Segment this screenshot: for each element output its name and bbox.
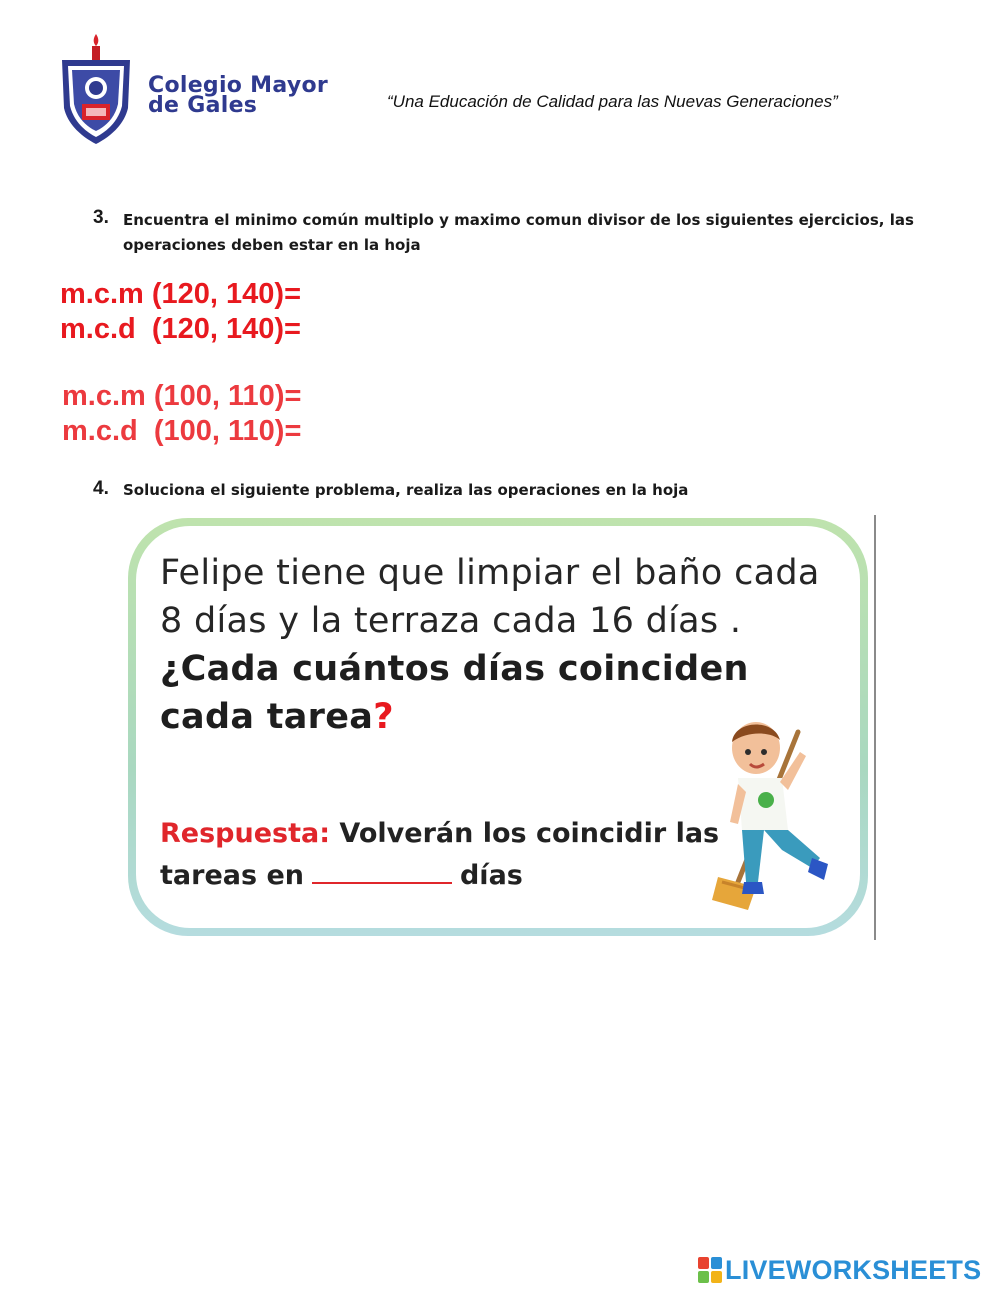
liveworksheets-logo [698, 1256, 981, 1284]
school-name-line2: de Gales [148, 93, 258, 118]
question-4-number: 4. [93, 478, 109, 499]
exercise-mcd-100-110: m.c.d (100, 110)= [62, 415, 302, 447]
question-4-text: Soluciona el siguiente problema, realiza las operaciones en la hoja [123, 481, 689, 499]
exercise-mcm-120-140: m.c.m (120, 140)= [60, 278, 302, 310]
boy-sweeping-illustration [708, 712, 848, 912]
answer-label: Respuesta: [160, 818, 331, 849]
answer-line [160, 814, 760, 896]
school-name-line1: Colegio Mayor [148, 73, 329, 98]
problem-question-mark: ? [373, 697, 394, 737]
answer-blank-field[interactable] [312, 854, 452, 884]
exercise-mcd-120-140: m.c.d (120, 140)= [60, 313, 301, 345]
answer-text-before: Volverán los coincidir las tareas en [160, 818, 720, 891]
liveworksheets-brand-text: LIVEWORKSHEETS [725, 1254, 982, 1285]
question-3-text: Encuentra el minimo común multiplo y maximo comun divisor de los siguientes ejercicios, las operaciones deben estar en la hoja [123, 211, 914, 254]
school-motto: “Una Educación de Calidad para las Nuevas Generaciones” [387, 92, 838, 111]
answer-text-after: días [459, 860, 523, 891]
question-3-number: 3. [93, 207, 109, 228]
exercise-mcm-100-110: m.c.m (100, 110)= [62, 380, 302, 412]
problem-statement-text: Felipe tiene que limpiar el baño cada 8 días y la terraza cada 16 días . [160, 553, 820, 641]
school-crest-logo [58, 30, 134, 148]
school-name [148, 73, 329, 118]
card-side-rule [874, 515, 876, 940]
liveworksheets-icon [698, 1257, 722, 1283]
problem-question: ¿Cada cuántos días coinciden cada tarea [160, 649, 749, 737]
